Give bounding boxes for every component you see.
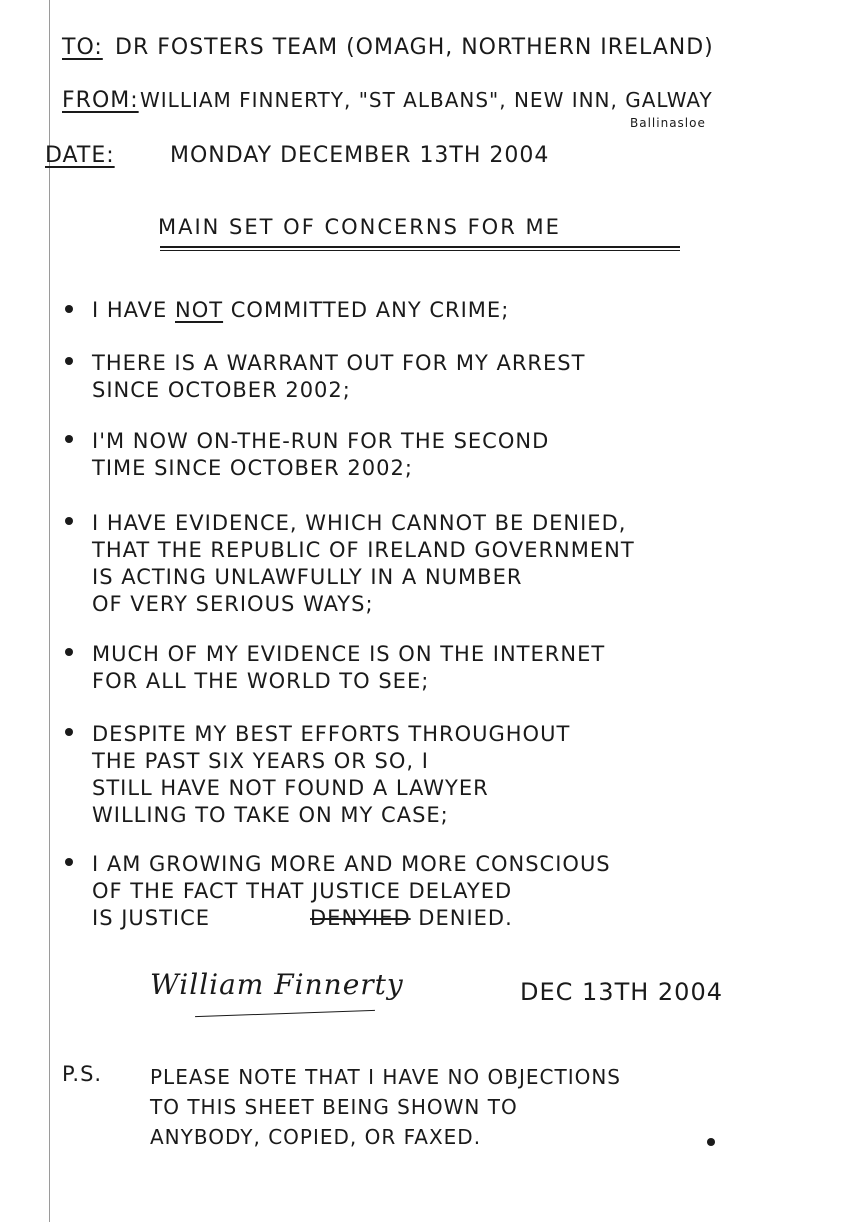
- to-label: TO:: [62, 35, 103, 60]
- concern-2: THERE IS A WARRANT OUT FOR MY ARREST SINCE OCTOBER 2002;: [92, 351, 586, 402]
- signature-date: DEC 13TH 2004: [520, 978, 723, 1006]
- concern-4: I HAVE EVIDENCE, WHICH CANNOT BE DENIED, THAT THE REPUBLIC OF IRELAND GOVERNMENT IS ACTING UNLAWFULLY IN A NUMBER OF VERY SERIOUS WAYS;: [92, 511, 635, 616]
- from-sub: Ballinasloe: [630, 116, 706, 130]
- bullet-5: [65, 648, 73, 656]
- concern-6: DESPITE MY BEST EFFORTS THROUGHOUT THE PAST SIX YEARS OR SO, I STILL HAVE NOT FOUND A LAWYER WILLING TO TAKE ON MY CASE;: [92, 722, 571, 827]
- to-value: DR FOSTERS TEAM (OMAGH, NORTHERN IRELAND): [115, 35, 714, 60]
- date-value: MONDAY DECEMBER 13TH 2004: [170, 143, 550, 168]
- signature: William Finnerty: [150, 968, 404, 1001]
- from-value: WILLIAM FINNERTY, "ST ALBANS", NEW INN, GALWAY: [140, 88, 713, 112]
- ending-dot: [707, 1138, 715, 1146]
- bullet-7: [65, 858, 73, 866]
- margin-rule: [49, 0, 50, 1222]
- concern-7: I AM GROWING MORE AND MORE CONSCIOUS OF THE FACT THAT JUSTICE DELAYED IS JUSTICE: [92, 852, 611, 930]
- title-underline-second: [160, 250, 680, 251]
- bullet-6: [65, 728, 73, 736]
- from-label: FROM:: [62, 88, 139, 113]
- concern-5: MUCH OF MY EVIDENCE IS ON THE INTERNET FOR ALL THE WORLD TO SEE;: [92, 642, 606, 693]
- signature-underline: [195, 1010, 375, 1017]
- final-word: DENIED.: [418, 906, 513, 930]
- ps-label: P.S.: [62, 1062, 103, 1086]
- title-underline: [160, 246, 680, 248]
- concern-1: I HAVE NOT COMMITTED ANY CRIME;: [92, 298, 510, 322]
- date-label: DATE:: [45, 143, 115, 168]
- bullet-3: [65, 435, 73, 443]
- struck-word: DENYIED: [310, 906, 411, 930]
- bullet-1: [65, 305, 73, 313]
- concern-3: I'M NOW ON-THE-RUN FOR THE SECOND TIME SINCE OCTOBER 2002;: [92, 429, 550, 480]
- emphasis-not: NOT: [175, 298, 224, 322]
- ps-text: PLEASE NOTE THAT I HAVE NO OBJECTIONS TO THIS SHEET BEING SHOWN TO ANYBODY, COPIED, OR FAXED.: [150, 1065, 621, 1149]
- bullet-4: [65, 517, 73, 525]
- bullet-2: [65, 357, 73, 365]
- concern-7-ending: [310, 905, 513, 932]
- page-title: MAIN SET OF CONCERNS FOR ME: [158, 215, 561, 239]
